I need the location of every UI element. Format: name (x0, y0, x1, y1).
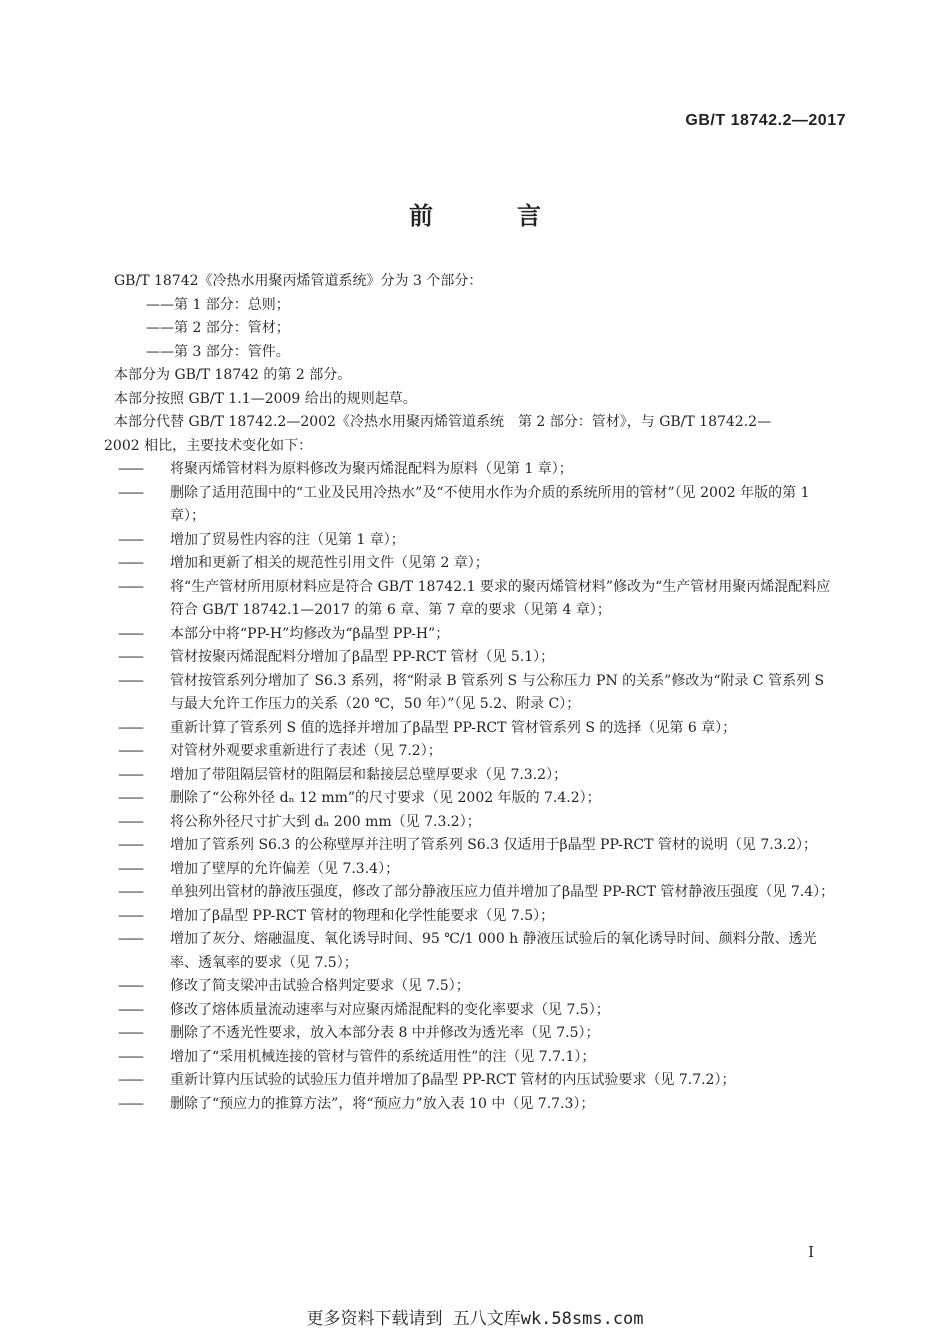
dash-marker: —— (118, 813, 142, 830)
list-item-text: 增加了β晶型 PP-RCT 管材的物理和化学性能要求（见 7.5）； (170, 907, 555, 924)
list-item-text: 增加了灰分、熔融温度、氧化诱导时间、95 ℃/1 000 h 静液压试验后的氧化诱导时间、颜料分散、透光率、透氧率的要求（见 7.5）； (170, 931, 817, 971)
list-item-text: 将公称外径尺寸扩大到 dₙ 200 mm（见 7.3.2）； (170, 813, 481, 830)
changes-list (118, 458, 842, 1116)
list-item (118, 1046, 842, 1070)
list-item (118, 999, 842, 1023)
list-item (118, 858, 842, 882)
list-item (118, 975, 842, 999)
dash-marker: —— (118, 860, 142, 877)
list-item (118, 1069, 842, 1093)
dash-marker: —— (118, 461, 142, 477)
dash-marker: —— (118, 484, 142, 501)
list-item-text: 删除了“公称外径 dₙ 12 mm”的尺寸要求（见 2002 年版的 7.4.2）； (170, 790, 601, 806)
list-item-text: 修改了简支梁冲击试验合格判定要求（见 7.5）； (170, 978, 470, 994)
intro-paragraph: 本部分代替 GB/T 18742.2—2002《冷热水用聚丙烯管道系统 第 2 部分：管材》，与 GB/T 18742.2— (114, 414, 772, 430)
dash-marker: —— (118, 766, 142, 783)
list-item-text: 增加了管系列 S6.3 的公称壁厚并注明了管系列 S6.3 仅适用于β晶型 PP-RCT 管材的说明（见 7.3.2）； (170, 837, 817, 853)
footer-watermark: 更多资料下载请到 五八文库wk.58sms.com (306, 1309, 644, 1329)
page-title: 前 言 (409, 202, 571, 230)
intro-paragraph: GB/T 18742《冷热水用聚丙烯管道系统》分为 3 个部分： (114, 273, 483, 289)
list-item (118, 1093, 842, 1117)
dash-marker: —— (118, 1095, 142, 1112)
list-item (118, 881, 842, 905)
dash-marker: —— (118, 884, 142, 900)
list-item (118, 1022, 842, 1046)
list-item (118, 670, 842, 717)
intro-paragraph: 本部分按照 GB/T 1.1—2009 给出的规则起草。 (114, 390, 417, 407)
list-item (118, 717, 842, 741)
list-item-text: 重新计算了管系列 S 值的选择并增加了β晶型 PP-RCT 管材管系列 S 的选择（见第 6 章）； (170, 719, 737, 736)
intro-paragraph: 本部分为 GB/T 18742 的第 2 部分。 (114, 367, 352, 383)
list-item-text: 删除了“预应力的推算方法”，将“预应力”放入表 10 中（见 7.7.3）； (170, 1095, 595, 1112)
list-item-text: 增加了壁厚的允许偏差（见 7.3.4）； (170, 860, 400, 877)
dash-marker: —— (118, 978, 142, 994)
dash-marker: —— (118, 672, 142, 689)
dash-marker: —— (118, 719, 142, 736)
dash-marker: —— (118, 1048, 142, 1065)
intro-paragraph: ——第 2 部分：管材； (146, 320, 290, 336)
list-item (118, 764, 842, 788)
document-body (104, 270, 842, 1116)
list-item (118, 458, 842, 482)
list-item-text: 增加了“采用机械连接的管材与管件的系统适用性”的注（见 7.7.1）； (170, 1048, 596, 1065)
list-item-text: 重新计算内压试验的试验压力值并增加了β晶型 PP-RCT 管材的内压试验要求（见 7.7.2）； (170, 1072, 736, 1088)
dash-marker: —— (118, 837, 142, 853)
dash-marker: —— (118, 555, 142, 571)
list-item-text: 增加了贸易性内容的注（见第 1 章）； (170, 531, 405, 548)
dash-marker: —— (118, 625, 142, 642)
list-item (118, 787, 842, 811)
list-item (118, 740, 842, 764)
intro-paragraph-continued: 2002 相比，主要技术变化如下： (104, 437, 313, 454)
list-item (118, 834, 842, 858)
list-item (118, 482, 842, 529)
list-item (118, 646, 842, 670)
list-item (118, 576, 842, 623)
dash-marker: —— (118, 1072, 142, 1088)
list-item-text: 增加和更新了相关的规范性引用文件（见第 2 章）； (170, 555, 489, 571)
standard-code: GB/T 18742.2—2017 (685, 112, 846, 129)
list-item (118, 623, 842, 647)
list-item (118, 811, 842, 835)
list-item (118, 928, 842, 975)
dash-marker: —— (118, 907, 142, 924)
list-item-text: 管材按管系列分增加了 S6.3 系列，将“附录 B 管系列 S 与公称压力 PN 的关系”修改为“附录 C 管系列 S 与最大允许工作压力的关系（20 ℃，50 年）”（见 5.2、附录 C）； (170, 672, 825, 712)
list-item-text: 管材按聚丙烯混配料分增加了β晶型 PP-RCT 管材（见 5.1）； (170, 649, 555, 665)
dash-marker: —— (118, 1001, 142, 1018)
list-item (118, 529, 842, 553)
list-item-text: 增加了带阻隔层管材的阻隔层和黏接层总壁厚要求（见 7.3.2）； (170, 766, 568, 783)
dash-marker: —— (118, 931, 142, 947)
dash-marker: —— (118, 1025, 142, 1041)
list-item-text: 单独列出管材的静液压强度，修改了部分静液压应力值并增加了β晶型 PP-RCT 管材静液压强度（见 7.4）； (170, 884, 835, 900)
list-item-text: 删除了适用范围中的“工业及民用冷热水”及“不使用水作为介质的系统所用的管材”（见 2002 年版的第 1 章）； (170, 484, 810, 524)
dash-marker: —— (118, 531, 142, 548)
dash-marker: —— (118, 790, 142, 806)
list-item-text: 本部分中将“PP-H”均修改为“β晶型 PP-H”； (170, 625, 450, 642)
list-item-text: 删除了不透光性要求，放入本部分表 8 中并修改为透光率（见 7.5）； (170, 1025, 600, 1041)
list-item (118, 552, 842, 576)
dash-marker: —— (118, 578, 142, 595)
list-item-text: 对管材外观要求重新进行了表述（见 7.2）； (170, 743, 442, 759)
list-item-text: 修改了熔体质量流动速率与对应聚丙烯混配料的变化率要求（见 7.5）； (170, 1001, 610, 1018)
list-item-text: 将聚丙烯管材料为原料修改为聚丙烯混配料为原料（见第 1 章）； (170, 461, 573, 477)
dash-marker: —— (118, 649, 142, 665)
dash-marker: —— (118, 743, 142, 759)
list-item (118, 905, 842, 929)
intro-paragraph: ——第 1 部分：总则； (146, 296, 290, 313)
intro-paragraph: ——第 3 部分：管件。 (146, 343, 290, 360)
page-number: I (808, 1243, 814, 1261)
list-item-text: 将“生产管材所用原材料应是符合 GB/T 18742.1 要求的聚丙烯管材料”修改为“生产管材用聚丙烯混配料应符合 GB/T 18742.1—2017 的第 6 章、第 7 章的要求（见第 4 章）； (170, 578, 831, 618)
